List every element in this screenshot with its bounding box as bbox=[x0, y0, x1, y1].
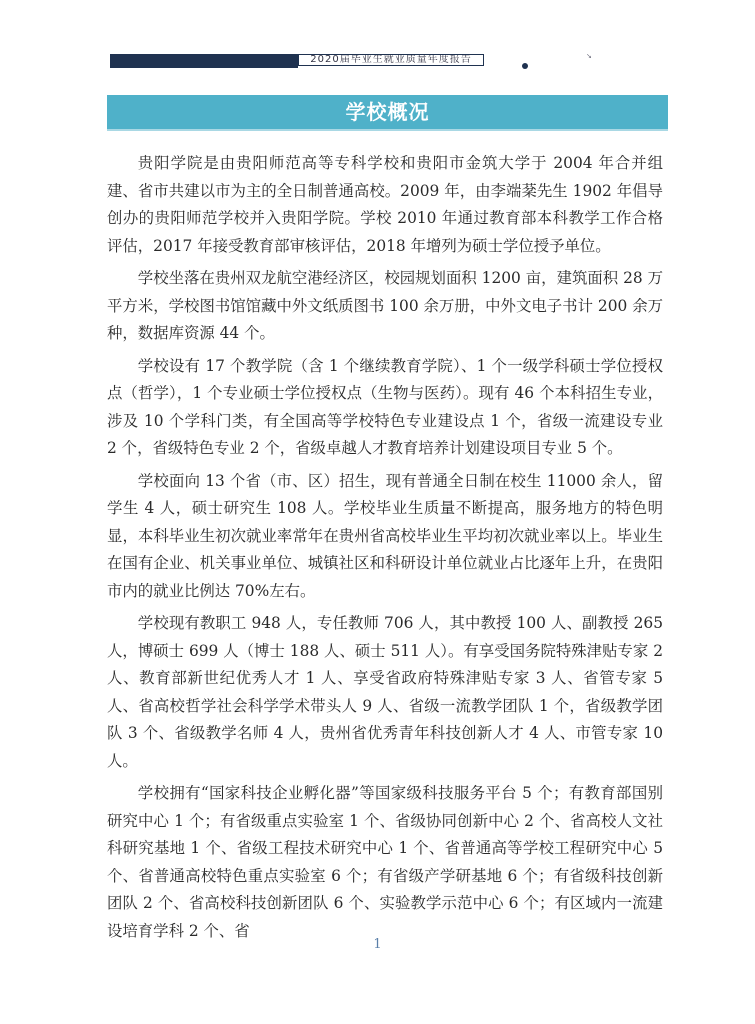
paragraph: 学校设有 17 个教学院（含 1 个继续教育学院）、1 个一级学科硕士学位授权点（哲学），1 个专业硕士学位授权点（生物与医药）。现有 46 个本科招生专业，涉及 10 个学科门类，有全国高等学校特色专业建设点 1 个，省级一流建设专业 2 个，省级特色专业 2 个，省级卓越人才教育培养计划建设项目专业 5 个。 bbox=[107, 356, 663, 457]
report-title: 2020届毕业生就业质量年度报告 bbox=[298, 54, 484, 66]
paragraph: 学校现有教职工 948 人，专任教师 706 人，其中教授 100 人、副教授 265 人，博硕士 699 人（博士 188 人、硕士 511 人）。有享受国务院特殊津贴专家 2 人、教育部新世纪优秀人才 1 人、享受省政府特殊津贴专家 3 人、省管专家 5 人、省高校哲学社会科学学术带头人 9 人、省级一流教学团队 1 个，省级教学团队 3 个、省级教学名师 4 人，贵州省优秀青年科技创新人才 4 人、市管专家 10 人。 bbox=[107, 614, 663, 770]
page-number: 1 bbox=[373, 937, 382, 952]
section-title: 学校概况 bbox=[345, 100, 430, 124]
header-bar bbox=[110, 54, 298, 68]
body-text bbox=[107, 150, 663, 950]
paragraph: 贵阳学院是由贵阳师范高等专科学校和贵阳市金筑大学于 2004 年合并组建、省市共建以市为主的全日制普通高校。2009 年，由李端棻先生 1902 年倡导创办的贵阳师范学校并入贵阳学院。学校 2010 年通过教育部本科教学工作合格评估，2017 年接受教育部审核评估，2018 年增列为硕士学位授予单位。 bbox=[107, 154, 663, 255]
header-dot-icon bbox=[522, 63, 528, 69]
paragraph: 学校拥有“国家科技企业孵化器”等国家级科技服务平台 5 个；有教育部国别研究中心 1 个；有省级重点实验室 1 个、省级协同创新中心 2 个、省高校人文社科研究基地 1 个、省级工程技术研究中心 1 个、省普通高等学校工程研究中心 5 个、省普通高校特色重点实验室 6 个；有省级产学研基地 6 个；有省级科技创新团队 2 个、省高校科技创新团队 6 个、实验教学示范中心 6 个；有区域内一流建设培育学科 2 个、省 bbox=[107, 784, 663, 940]
header-mark-icon: ↘ bbox=[586, 52, 592, 60]
section-banner bbox=[107, 95, 668, 129]
paragraph: 学校坐落在贵州双龙航空港经济区，校园规划面积 1200 亩，建筑面积 28 万平方米，学校图书馆馆藏中外文纸质图书 100 余万册，中外文电子书计 200 余万种，数据库资源 44 个。 bbox=[107, 269, 663, 342]
paragraph: 学校面向 13 个省（市、区）招生，现有普通全日制在校生 11000 余人，留学生 4 人，硕士研究生 108 人。学校毕业生质量不断提高，服务地方的特色明显，本科毕业生初次就业率常年在贵州省高校毕业生平均初次就业率以上。毕业生在国有企业、机关事业单位、城镇社区和科研设计单位就业占比逐年上升，在贵阳市内的就业比例达 70%左右。 bbox=[107, 471, 663, 600]
